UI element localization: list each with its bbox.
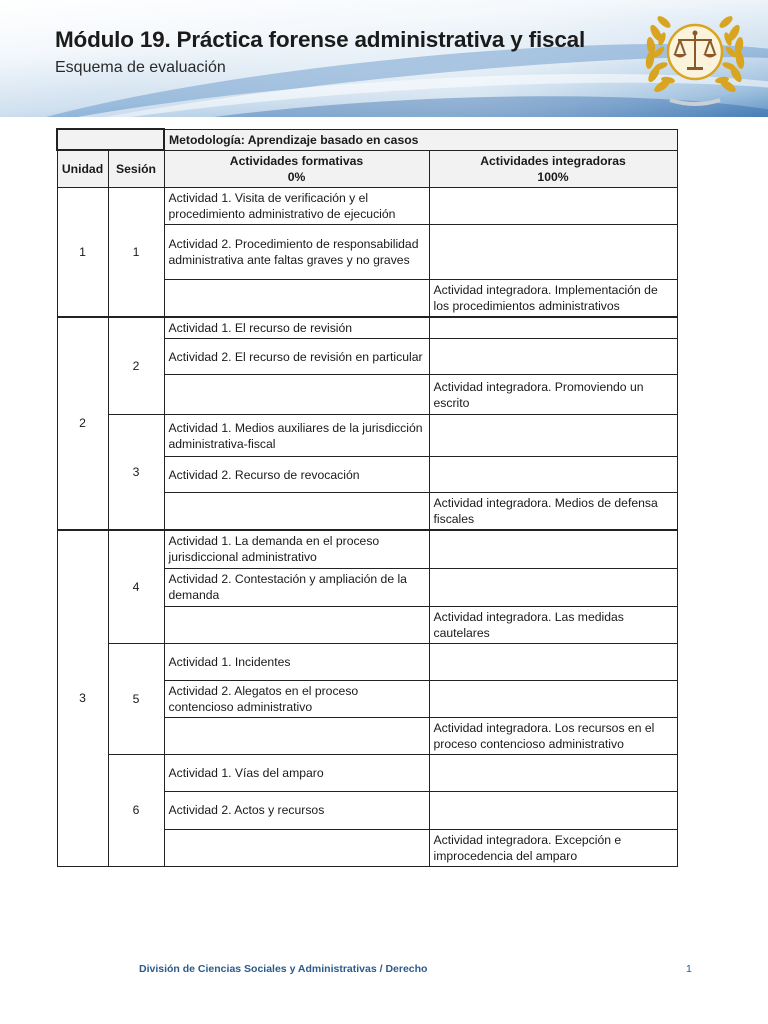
- actividad-formativa-cell: Actividad 2. Alegatos en el proceso contencioso administrativo: [164, 680, 429, 717]
- actividad-integradora-cell: [429, 530, 677, 568]
- actividad-formativa-cell: Actividad 1. Incidentes: [164, 643, 429, 680]
- evaluation-table: [56, 128, 678, 867]
- actividad-formativa-cell: Actividad 1. El recurso de revisión: [164, 317, 429, 339]
- actividad-integradora-cell: [429, 680, 677, 717]
- column-header-unidad: Unidad: [57, 150, 108, 187]
- column-header-formativas-percent: 0%: [287, 169, 306, 184]
- column-header-integradoras-percent: 100%: [537, 169, 569, 184]
- actividad-formativa-cell: Actividad 1. Vías del amparo: [164, 754, 429, 791]
- sesion-cell: 4: [108, 530, 164, 643]
- column-header-integradoras: [429, 150, 677, 187]
- column-header-integradoras-label: Actividades integradoras: [480, 153, 626, 168]
- actividad-formativa-cell: [164, 829, 429, 866]
- footer-division: División de Ciencias Sociales y Administrativas / Derecho: [139, 963, 428, 975]
- footer-page-number: 1: [686, 963, 692, 975]
- actividad-integradora-cell: [429, 643, 677, 680]
- actividad-formativa-cell: Actividad 1. Visita de verificación y el procedimiento administrativo de ejecución: [164, 187, 429, 224]
- sesion-cell: 5: [108, 643, 164, 754]
- actividad-formativa-cell: Actividad 2. Actos y recursos: [164, 791, 429, 829]
- actividad-formativa-cell: Actividad 2. El recurso de revisión en particular: [164, 339, 429, 375]
- actividad-integradora-cell: Actividad integradora. Implementación de los procedimientos administrativos: [429, 279, 677, 317]
- table-row: [57, 415, 677, 457]
- actividad-integradora-cell: [429, 791, 677, 829]
- actividad-integradora-cell: [429, 457, 677, 493]
- table-row: [57, 530, 677, 568]
- column-header-formativas: [164, 150, 429, 187]
- actividad-formativa-cell: [164, 375, 429, 415]
- actividad-formativa-cell: Actividad 1. La demanda en el proceso jurisdiccional administrativo: [164, 530, 429, 568]
- table-row: [57, 187, 677, 224]
- table-corner-cell: [57, 129, 164, 150]
- evaluation-table-container: [56, 128, 676, 867]
- actividad-formativa-cell: [164, 606, 429, 643]
- actividad-integradora-cell: Actividad integradora. Excepción e improcedencia del amparo: [429, 829, 677, 866]
- methodology-header: Metodología: Aprendizaje basado en casos: [164, 129, 677, 150]
- sesion-cell: 1: [108, 187, 164, 317]
- actividad-formativa-cell: [164, 493, 429, 531]
- table-row: [57, 317, 677, 339]
- actividad-formativa-cell: Actividad 2. Procedimiento de responsabilidad administrativa ante faltas graves y no graves: [164, 224, 429, 279]
- unidad-cell: 1: [57, 187, 108, 317]
- actividad-formativa-cell: [164, 717, 429, 754]
- actividad-integradora-cell: [429, 317, 677, 339]
- actividad-integradora-cell: [429, 339, 677, 375]
- actividad-integradora-cell: Actividad integradora. Las medidas cautelares: [429, 606, 677, 643]
- sesion-cell: 3: [108, 415, 164, 531]
- actividad-integradora-cell: Actividad integradora. Promoviendo un escrito: [429, 375, 677, 415]
- actividad-formativa-cell: Actividad 2. Recurso de revocación: [164, 457, 429, 493]
- actividad-integradora-cell: [429, 415, 677, 457]
- actividad-integradora-cell: [429, 187, 677, 224]
- page-subtitle: Esquema de evaluación: [55, 59, 226, 76]
- sesion-cell: 2: [108, 317, 164, 415]
- column-header-formativas-label: Actividades formativas: [229, 153, 364, 168]
- actividad-formativa-cell: Actividad 1. Medios auxiliares de la jurisdicción administrativa-fiscal: [164, 415, 429, 457]
- actividad-integradora-cell: [429, 568, 677, 606]
- sesion-cell: 6: [108, 754, 164, 866]
- actividad-formativa-cell: Actividad 2. Contestación y ampliación de la demanda: [164, 568, 429, 606]
- actividad-formativa-cell: [164, 279, 429, 317]
- column-header-sesion: Sesión: [108, 150, 164, 187]
- actividad-integradora-cell: [429, 224, 677, 279]
- table-row: [57, 754, 677, 791]
- unidad-cell: 2: [57, 317, 108, 531]
- actividad-integradora-cell: Actividad integradora. Medios de defensa fiscales: [429, 493, 677, 531]
- scales-of-justice-laurel-icon: [640, 4, 750, 112]
- page-header: [0, 0, 768, 117]
- page-title: Módulo 19. Práctica forense administrativa y fiscal: [55, 27, 585, 52]
- table-row: [57, 643, 677, 680]
- actividad-integradora-cell: Actividad integradora. Los recursos en el proceso contencioso administrativo: [429, 717, 677, 754]
- unidad-cell: 3: [57, 530, 108, 866]
- actividad-integradora-cell: [429, 754, 677, 791]
